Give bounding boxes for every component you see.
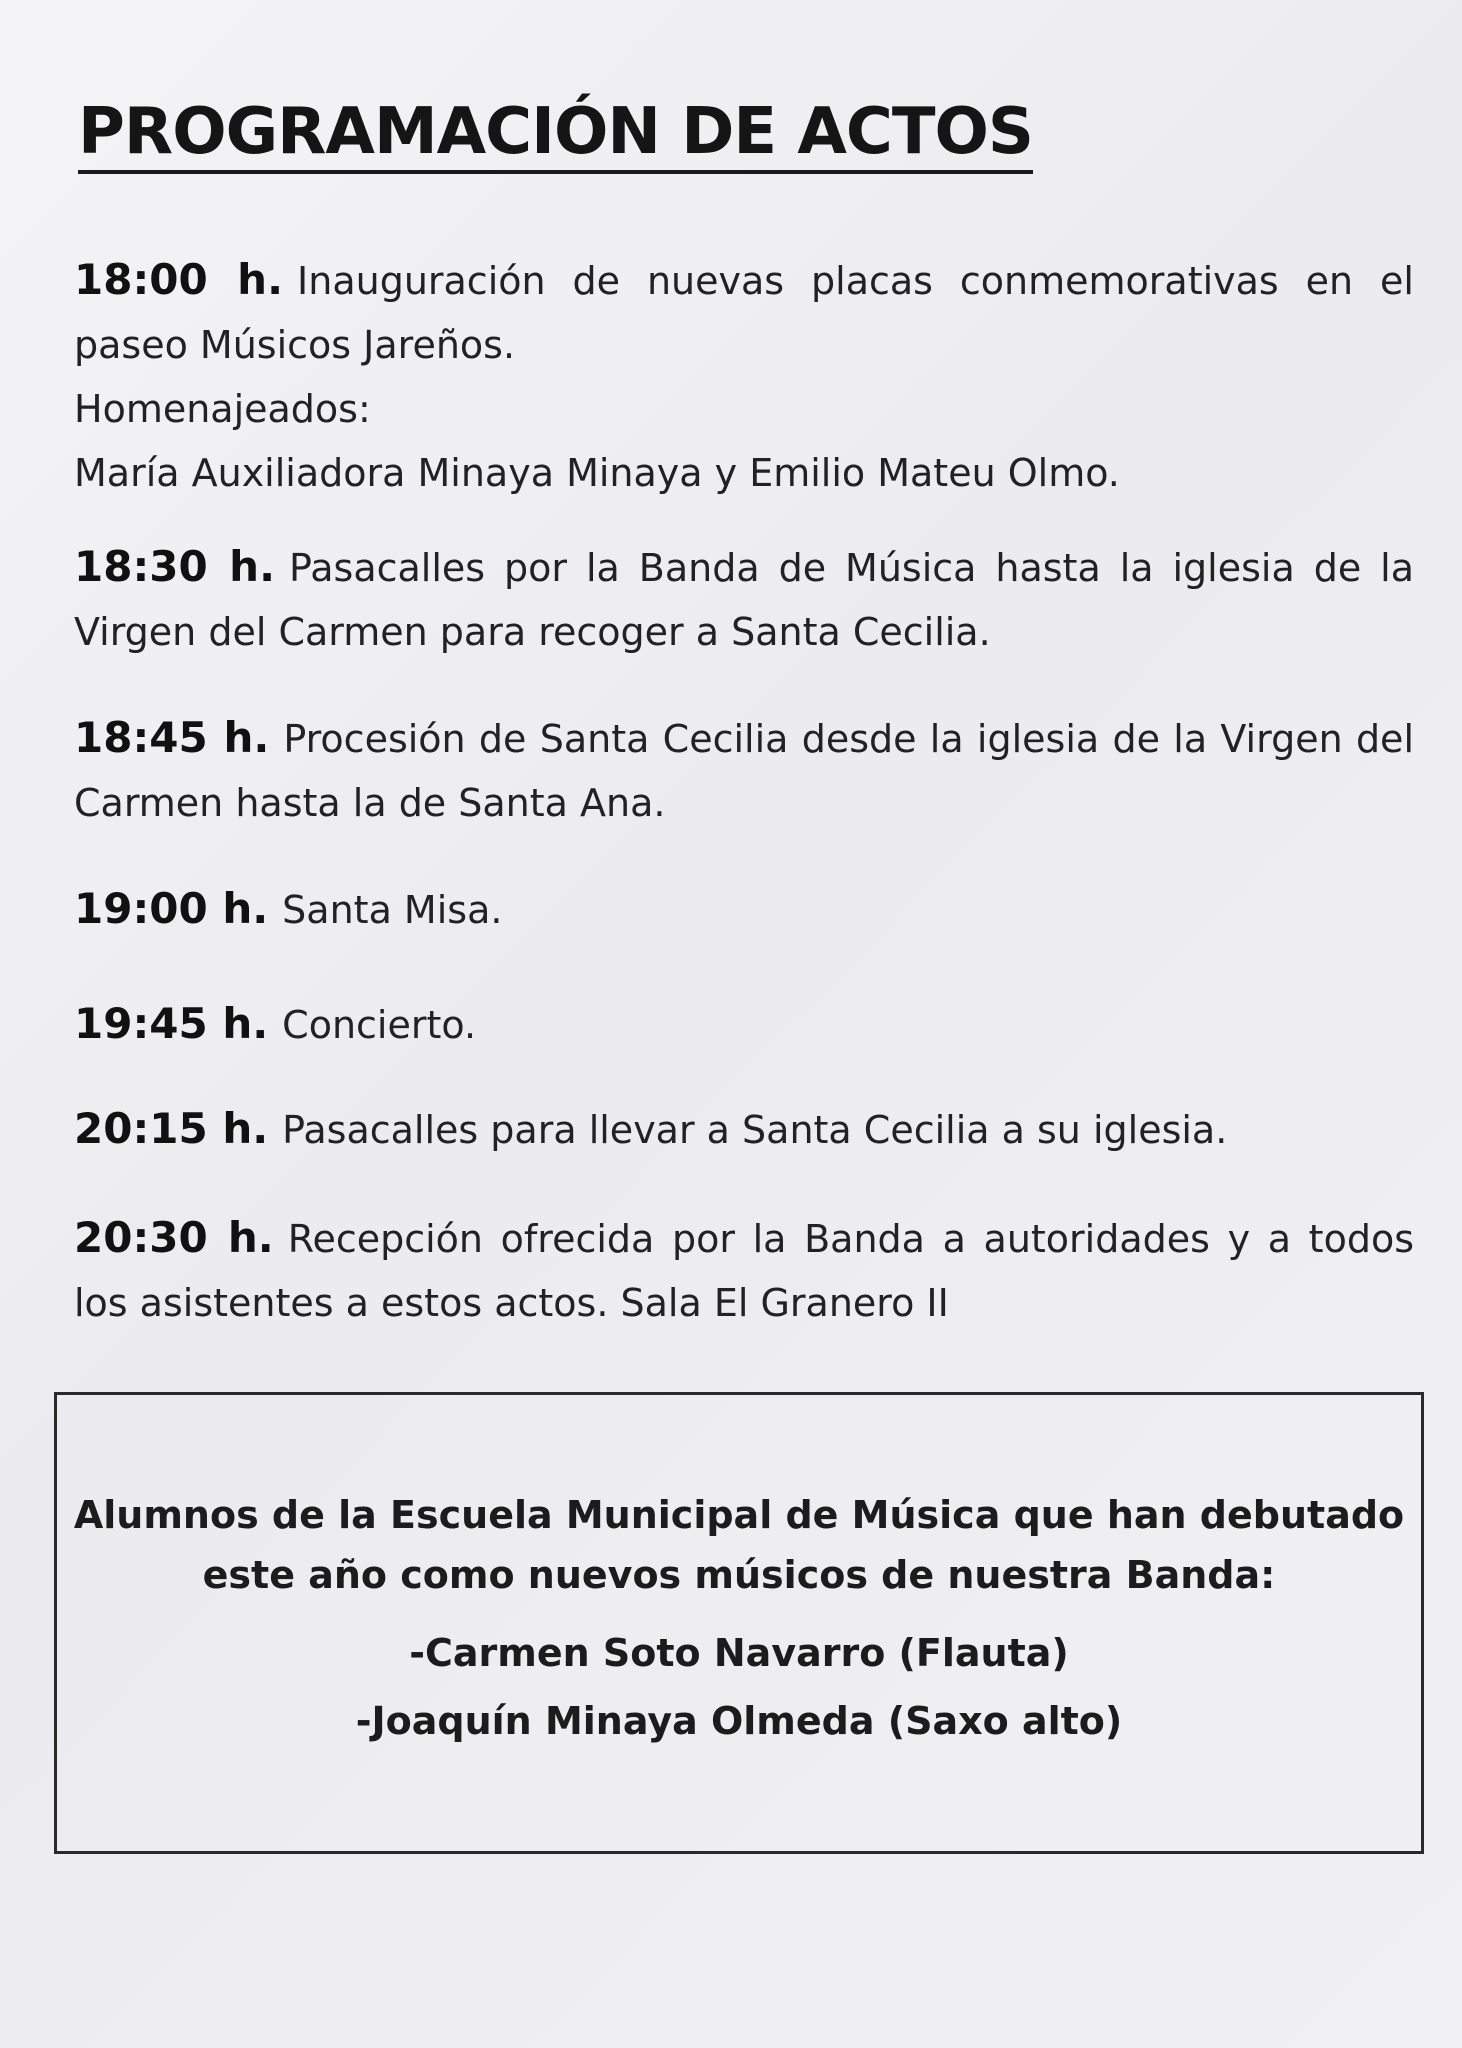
event-time: 18:00 h. bbox=[74, 255, 284, 304]
page-title: PROGRAMACIÓN DE ACTOS bbox=[78, 100, 1033, 174]
event-description: Inauguración de nuevas placas conmemorativas en el paseo Músicos Jareños. bbox=[74, 259, 1414, 367]
new-musicians-intro: Alumnos de la Escuela Municipal de Música que han debutado este año como nuevos músicos de nuestra Banda: bbox=[73, 1493, 1405, 1597]
event-time: 19:45 h. bbox=[74, 999, 269, 1048]
event-description: Pasacalles por la Banda de Música hasta la iglesia de la Virgen del Carmen para recoger a Santa Cecilia. bbox=[74, 546, 1414, 654]
new-musicians-box bbox=[54, 1392, 1424, 1854]
event-item bbox=[74, 1206, 1414, 1335]
event-description: Pasacalles para llevar a Santa Cecilia a su iglesia. bbox=[282, 1108, 1228, 1152]
event-description: Procesión de Santa Cecilia desde la iglesia de la Virgen del Carmen hasta la de Santa Ana. bbox=[74, 717, 1414, 825]
new-musician-name: -Carmen Soto Navarro (Flauta) bbox=[409, 1631, 1069, 1675]
event-time: 20:30 h. bbox=[74, 1213, 274, 1262]
event-description: Recepción ofrecida por la Banda a autoridades y a todos los asistentes a estos actos. Sala El Granero II bbox=[74, 1217, 1414, 1325]
event-item bbox=[74, 992, 1414, 1057]
event-time: 18:45 h. bbox=[74, 713, 270, 762]
event-time: 19:00 h. bbox=[74, 884, 269, 933]
event-list bbox=[74, 248, 1414, 1371]
event-item bbox=[74, 706, 1414, 835]
event-item bbox=[74, 535, 1414, 664]
event-description-line: María Auxiliadora Minaya Minaya y Emilio Mateu Olmo. bbox=[74, 451, 1120, 495]
event-description: Concierto. bbox=[282, 1003, 477, 1047]
event-time: 20:15 h. bbox=[74, 1104, 269, 1153]
new-musician-name: -Joaquín Minaya Olmeda (Saxo alto) bbox=[355, 1699, 1123, 1743]
event-time: 18:30 h. bbox=[74, 542, 276, 591]
event-description: Santa Misa. bbox=[282, 888, 503, 932]
event-item bbox=[74, 248, 1414, 505]
event-item bbox=[74, 877, 1414, 942]
event-description-line: Homenajeados: bbox=[74, 387, 371, 431]
event-item bbox=[74, 1097, 1414, 1162]
